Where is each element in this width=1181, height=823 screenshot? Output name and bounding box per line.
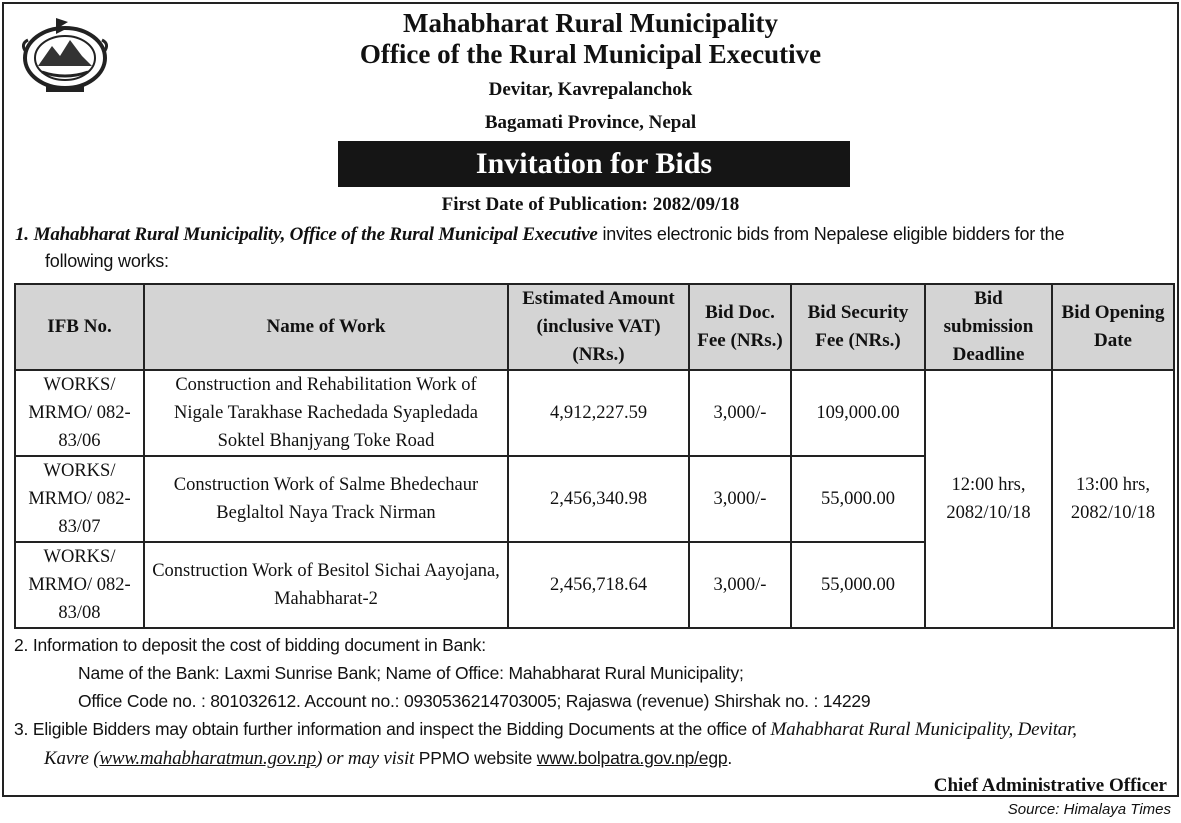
municipality-website-link[interactable]: www.mahabharatmun.gov.np [99, 748, 317, 769]
intro-paragraph [15, 221, 1175, 274]
work-name-cell: Construction Work of Besitol Sichai Aayojana, Mahabharat-2 [144, 542, 508, 628]
work-name-cell: Construction and Rehabilitation Work of Nigale Tarakhase Rachedada Syapledada Soktel Bhanjyang Toke Road [144, 370, 508, 456]
ppmo-text: PPMO website [414, 748, 537, 768]
doc-fee-cell: 3,000/- [689, 370, 791, 456]
province-line: Bagamati Province, Nepal [484, 112, 697, 133]
ifb-cell: WORKS/ MRMO/ 082-83/06 [15, 370, 144, 456]
intro-lead: Mahabharat Rural Municipality, Office of the Rural Municipal Executive [33, 224, 598, 245]
docs-visit-italic: ) or may visit [316, 748, 415, 769]
office-name: Office of the Rural Municipal Executive [359, 39, 822, 69]
security-fee-cell: 55,000.00 [791, 456, 925, 542]
col-header-security: Bid Security Fee (NRs.) [791, 284, 925, 370]
ifb-cell: WORKS/ MRMO/ 082-83/07 [15, 456, 144, 542]
col-header-name: Name of Work [144, 284, 508, 370]
intro-continuation: following works: [45, 251, 169, 271]
docs-text: 3. Eligible Bidders may obtain further information and inspect the Bidding Documents at the office of [14, 719, 771, 739]
address-line: Devitar, Kavrepalanchok [488, 79, 693, 100]
notice [2, 2, 1179, 797]
intro-number: 1. [15, 224, 29, 245]
security-fee-cell: 109,000.00 [791, 370, 925, 456]
title-banner: Invitation for Bids [338, 141, 850, 187]
opening-cell: 13:00 hrs, 2082/10/18 [1052, 370, 1174, 628]
docs-kavre-italic: Kavre ( [44, 748, 100, 769]
intro-text: invites electronic bids from Nepalese eligible bidders for the [597, 224, 1065, 244]
table-header-row [15, 284, 1174, 370]
publication-date: First Date of Publication: 2082/09/18 [441, 194, 740, 215]
col-header-deadline: Bid submission Deadline [925, 284, 1052, 370]
ifb-cell: WORKS/ MRMO/ 082-83/08 [15, 542, 144, 628]
work-name-cell: Construction Work of Salme Bhedechaur Beglaltol Naya Track Nirman [144, 456, 508, 542]
office-code-line: Office Code no. : 801032612. Account no.: 0930536214703005; Rajaswa (revenue) Shirshak no. : 14229 [78, 691, 871, 711]
security-fee-cell: 55,000.00 [791, 542, 925, 628]
docs-end: . [727, 748, 733, 768]
col-header-fee: Bid Doc. Fee (NRs.) [689, 284, 791, 370]
municipality-name: Mahabharat Rural Municipality [402, 8, 779, 38]
col-header-opening: Bid Opening Date [1052, 284, 1174, 370]
col-header-ifb: IFB No. [15, 284, 144, 370]
doc-fee-cell: 3,000/- [689, 542, 791, 628]
amount-cell: 2,456,718.64 [508, 542, 689, 628]
signer-title: Chief Administrative Officer [933, 775, 1167, 796]
bank-info-title: 2. Information to deposit the cost of bidding document in Bank: [14, 635, 486, 655]
source-credit: Source: Himalaya Times [1007, 801, 1171, 818]
bidding-docs-section [14, 715, 1179, 773]
bolpatra-link[interactable]: www.bolpatra.gov.np/egp [536, 748, 728, 768]
amount-cell: 2,456,340.98 [508, 456, 689, 542]
doc-fee-cell: 3,000/- [689, 456, 791, 542]
bank-name-line: Name of the Bank: Laxmi Sunrise Bank; Name of Office: Mahabharat Rural Municipality; [78, 663, 744, 683]
docs-office-italic: Mahabharat Rural Municipality, Devitar, [770, 719, 1077, 740]
header [4, 8, 1177, 134]
amount-cell: 4,912,227.59 [508, 370, 689, 456]
bank-info-section [14, 631, 1179, 715]
table-row [15, 370, 1174, 456]
col-header-amount: Estimated Amount (inclusive VAT) (NRs.) [508, 284, 689, 370]
deadline-cell: 12:00 hrs, 2082/10/18 [925, 370, 1052, 628]
bids-table [14, 283, 1175, 629]
